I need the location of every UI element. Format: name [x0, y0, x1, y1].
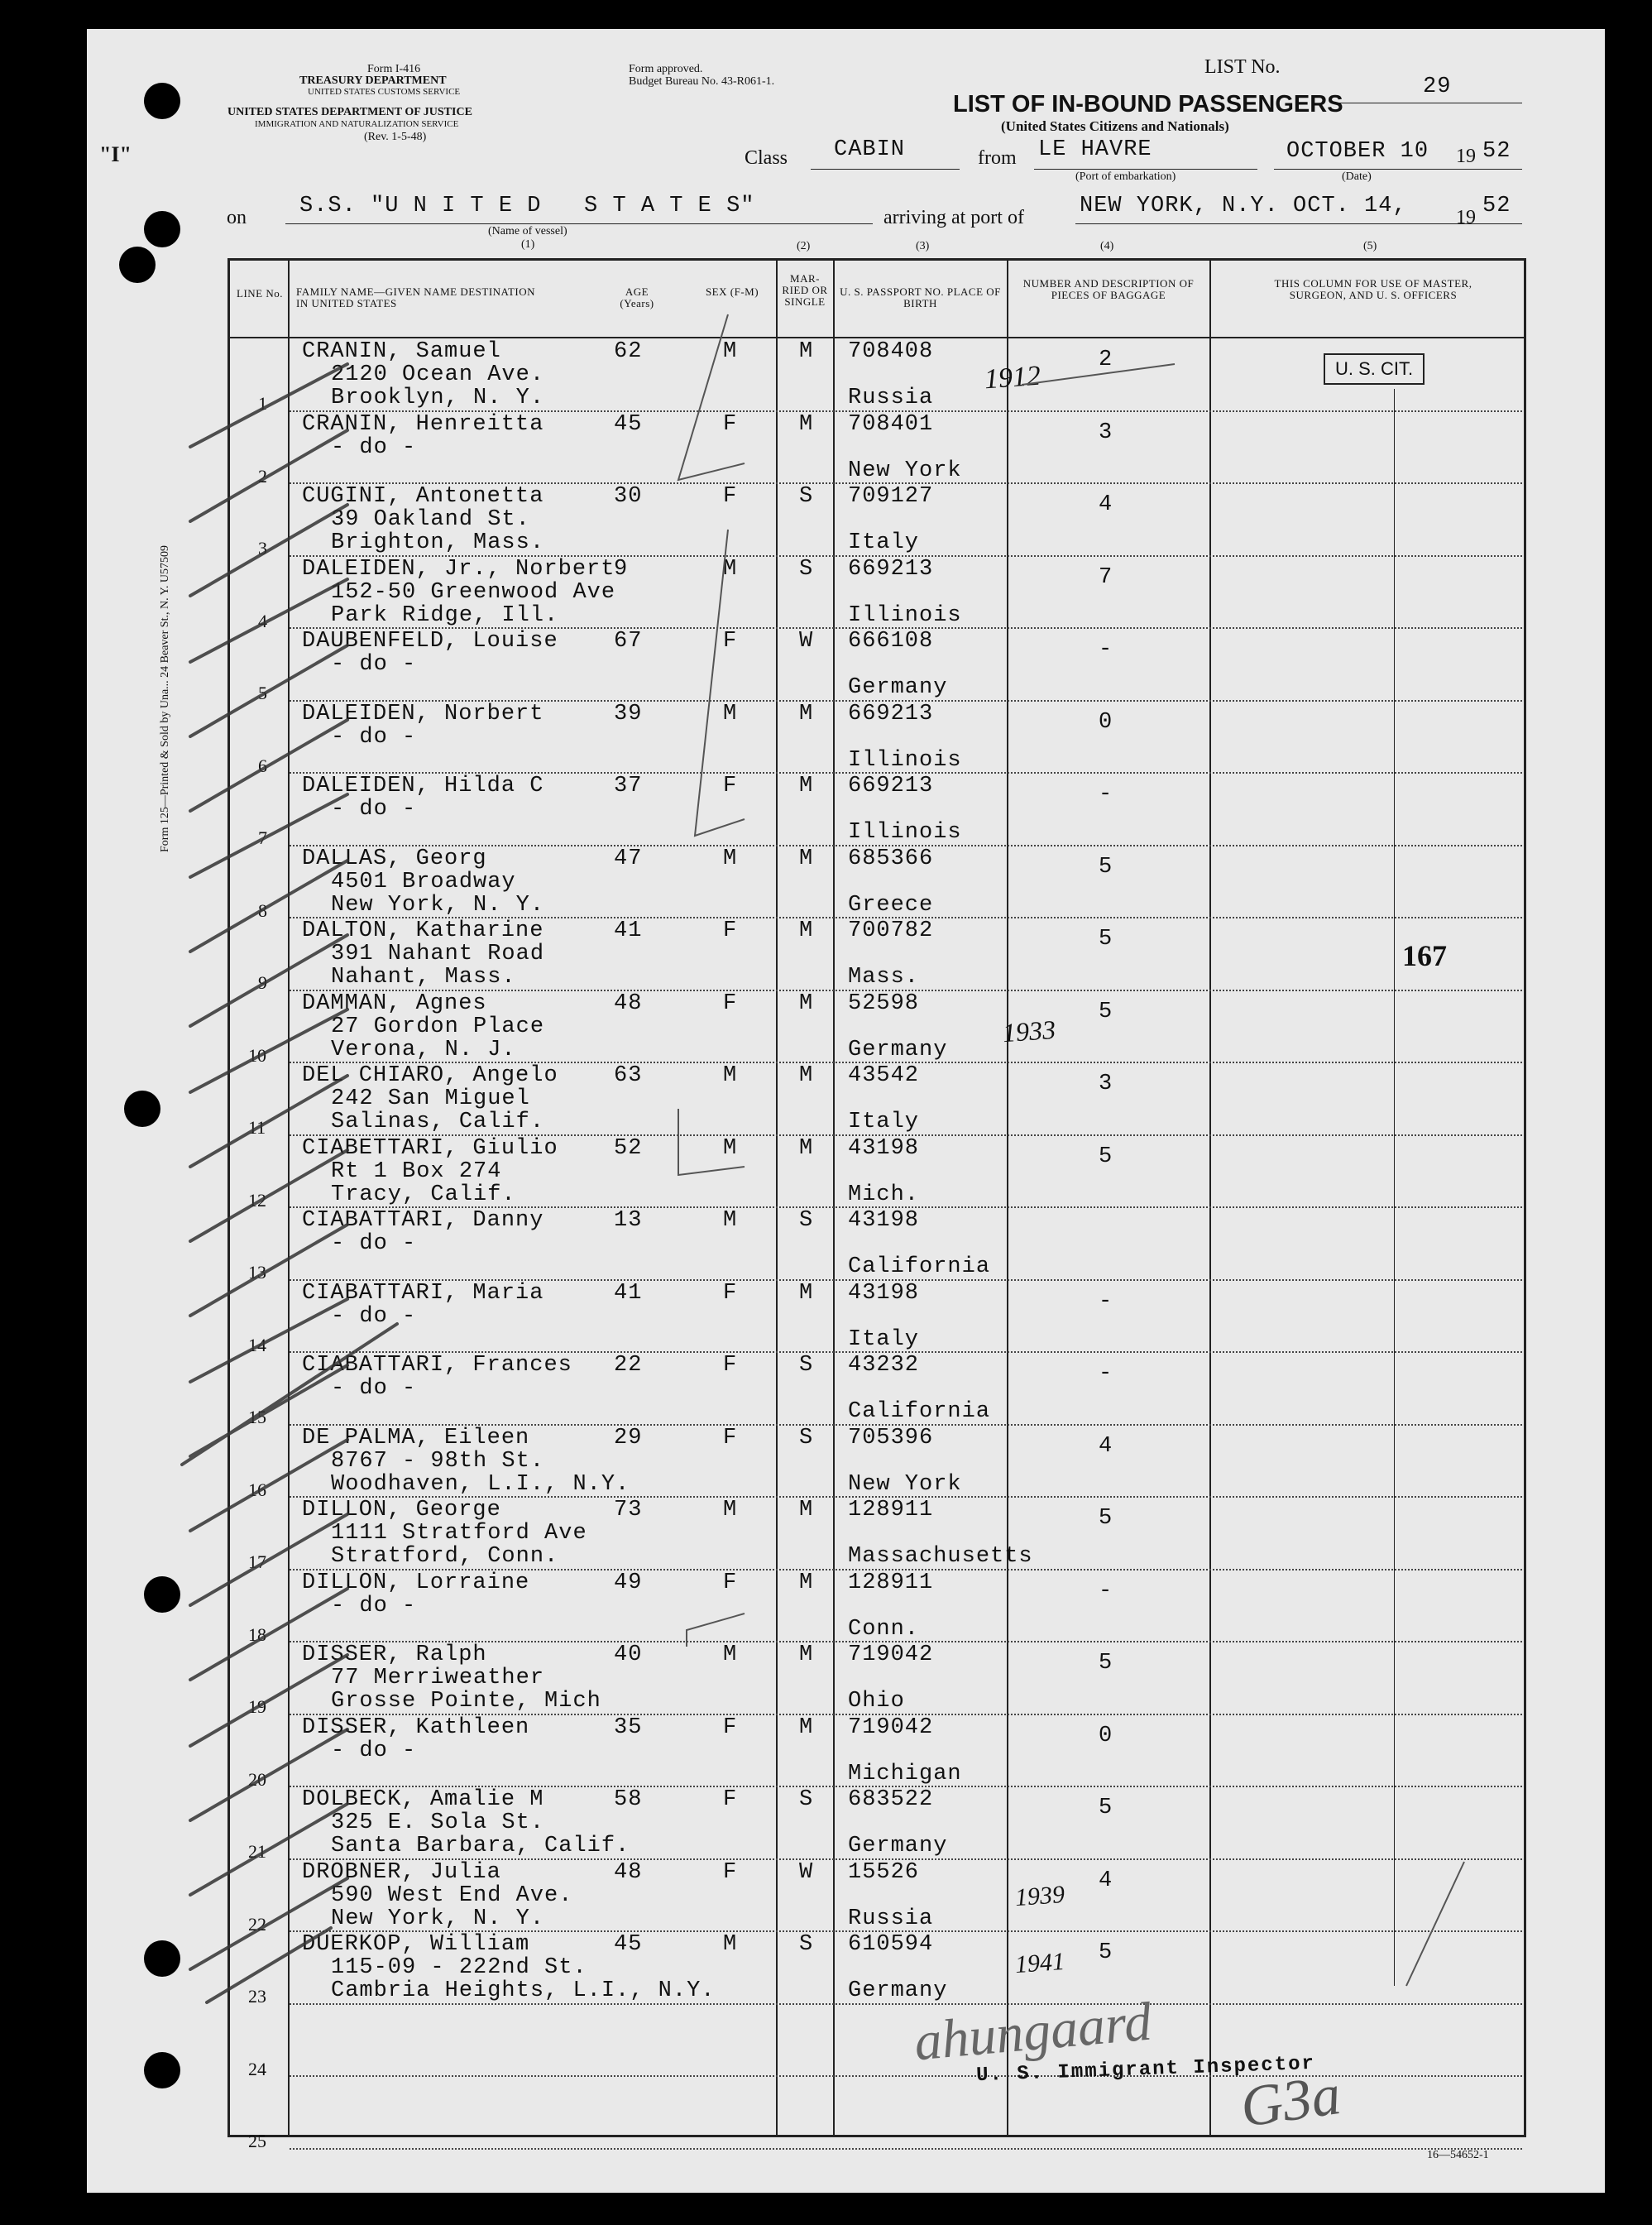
line-number: 6	[258, 755, 267, 776]
passenger-sex: F	[723, 918, 738, 943]
passenger-sex: F	[723, 1570, 738, 1595]
passenger-sex: M	[723, 1498, 738, 1522]
passenger-name: CIABATTARI, Danny	[302, 1208, 544, 1233]
dept-customs: UNITED STATES CUSTOMS SERVICE	[308, 87, 461, 97]
baggage-count: -	[1099, 1578, 1113, 1604]
baggage-count: -	[1099, 637, 1113, 662]
vessel-name: S.S. "U N I T E D S T A T E S"	[299, 194, 755, 218]
passenger-sex: F	[723, 1787, 738, 1812]
passenger-address-1: 39 Oakland St.	[331, 507, 530, 532]
passenger-sex: F	[723, 990, 738, 1016]
date-underline	[1274, 169, 1522, 170]
place-of-birth: Italy	[848, 1110, 920, 1134]
passenger-name: DISSER, Kathleen	[302, 1714, 530, 1740]
passenger-address-1: 391 Nahant Road	[331, 942, 545, 966]
line-number: 16	[248, 1479, 266, 1500]
baggage-count: -	[1099, 782, 1113, 807]
line-number: 8	[258, 899, 267, 921]
class-label: Class	[745, 147, 788, 169]
passport-number: 669213	[848, 556, 934, 582]
passport-number: 43198	[848, 1135, 920, 1161]
passenger-address-2: Cambria Heights, L.I., N.Y.	[331, 1978, 716, 2003]
place-of-birth: California	[848, 1254, 991, 1279]
baggage-count: -	[1099, 1361, 1113, 1386]
place-of-birth: New York	[848, 458, 962, 483]
port-caption: (Port of embarkation)	[1075, 170, 1176, 183]
line-number: 17	[248, 1551, 266, 1572]
line-number: 25	[248, 2131, 266, 2151]
passenger-name: DILLON, George	[302, 1498, 501, 1522]
passenger-address-1: 2120 Ocean Ave.	[331, 362, 545, 387]
line-number: 9	[258, 972, 267, 993]
passenger-sex: M	[723, 1642, 738, 1667]
budget-bureau: Budget Bureau No. 43-R061-1.	[629, 75, 775, 88]
col-header-passport: U. S. PASSPORT NO. PLACE OF BIRTH	[840, 285, 1001, 309]
baggage-count: -	[1099, 1288, 1113, 1314]
class-value: CABIN	[834, 137, 906, 162]
punch-hole	[144, 211, 180, 247]
punch-hole	[124, 1091, 160, 1127]
line-number: 5	[258, 683, 267, 703]
line-number: 18	[248, 1623, 266, 1645]
place-of-birth: Germany	[848, 1834, 948, 1858]
passenger-address-1: Rt 1 Box 274	[331, 1158, 502, 1184]
place-of-birth: Illinois	[848, 820, 962, 845]
passenger-age: 63	[614, 1063, 643, 1088]
passenger-name: DALEIDEN, Norbert	[302, 701, 544, 726]
passenger-name: DAMMAN, Agnes	[302, 990, 487, 1016]
passenger-address-2: Salinas, Calif.	[331, 1110, 545, 1134]
place-of-birth: California	[848, 1399, 991, 1424]
line-number: 14	[248, 1334, 266, 1355]
dept-ins: IMMIGRATION AND NATURALIZATION SERVICE	[255, 119, 459, 129]
passenger-marital: M	[799, 918, 814, 943]
place-of-birth: Mich.	[848, 1182, 920, 1207]
passenger-marital: W	[799, 1859, 814, 1885]
passport-number: 708401	[848, 411, 934, 437]
passport-number: 709127	[848, 484, 934, 509]
passenger-sex: F	[723, 629, 738, 654]
passenger-address-1: 152-50 Greenwood Ave	[331, 579, 616, 605]
punch-hole	[144, 2052, 180, 2088]
arrival-underline	[1075, 223, 1522, 224]
form-subtitle: (United States Citizens and Nationals)	[1001, 118, 1229, 134]
annotation-1912: 1912	[983, 360, 1042, 396]
passenger-sex: M	[723, 339, 738, 364]
passenger-address-1: - do -	[331, 797, 417, 822]
passenger-marital: M	[799, 1570, 814, 1595]
passenger-address-2: Nahant, Mass.	[331, 965, 516, 990]
passenger-sex: M	[723, 846, 738, 871]
passenger-address-2: New York, N. Y.	[331, 1906, 545, 1931]
date-value: OCTOBER 10	[1286, 139, 1429, 164]
table-top-border	[227, 258, 1526, 261]
col-header-married: MAR- RIED OR SINGLE	[782, 272, 828, 308]
passenger-address-2: Stratford, Conn.	[331, 1544, 559, 1569]
line-number: 11	[248, 1117, 266, 1138]
line-number: 21	[248, 1841, 266, 1862]
from-value: LE HAVRE	[1038, 137, 1152, 162]
place-of-birth: Italy	[848, 1326, 920, 1352]
baggage-count: 3	[1099, 420, 1113, 445]
passenger-address-1: - do -	[331, 434, 417, 460]
passenger-address-1: 242 San Miguel	[331, 1086, 530, 1111]
class-underline	[811, 169, 960, 170]
place-of-birth: Conn.	[848, 1616, 920, 1642]
table-right-border	[1524, 258, 1526, 2135]
form-number: Form I-416	[367, 63, 421, 75]
passenger-address-2: Verona, N. J.	[331, 1037, 516, 1062]
passenger-name: CRANIN, Samuel	[302, 339, 501, 364]
passenger-sex: F	[723, 1425, 738, 1451]
baggage-count: 4	[1099, 492, 1113, 517]
passenger-marital: S	[799, 1932, 814, 1957]
line-number: 12	[248, 1189, 266, 1211]
passenger-name: CUGINI, Antonetta	[302, 484, 544, 509]
date-year: 52	[1482, 139, 1511, 164]
passport-number: 43198	[848, 1208, 920, 1233]
baggage-count: 4	[1099, 1868, 1113, 1893]
line-number: 10	[248, 1044, 266, 1066]
passenger-age: 22	[614, 1353, 643, 1378]
line-number: 19	[248, 1696, 266, 1717]
place-of-birth: Greece	[848, 892, 934, 918]
col-divider-baggage	[1007, 258, 1008, 2135]
place-of-birth: Germany	[848, 1978, 948, 2003]
line-number: 24	[248, 2058, 266, 2079]
passenger-age: 41	[614, 918, 643, 943]
baggage-count: 0	[1099, 1723, 1113, 1748]
passport-number: 683522	[848, 1787, 934, 1812]
annotation-1933: 1933	[1001, 1014, 1057, 1048]
passenger-address-1: 1111 Stratford Ave	[331, 1521, 587, 1546]
place-of-birth: Russia	[848, 386, 934, 410]
line-number: 15	[248, 1407, 266, 1427]
passenger-address-2: Brooklyn, N. Y.	[331, 386, 545, 410]
passenger-name: CRANIN, Henreitta	[302, 411, 544, 437]
passenger-sex: F	[723, 1280, 738, 1306]
vessel-underline	[285, 223, 873, 224]
baggage-count: 5	[1099, 1940, 1113, 1965]
passenger-sex: M	[723, 1135, 738, 1161]
date-year-prefix: 19	[1456, 146, 1476, 167]
passport-number: 705396	[848, 1425, 934, 1451]
line-number: 4	[258, 610, 267, 631]
passenger-address-1: 27 Gordon Place	[331, 1014, 545, 1039]
baggage-count: 4	[1099, 1433, 1113, 1459]
baggage-count: 5	[1099, 1506, 1113, 1531]
passenger-sex: M	[723, 701, 738, 726]
place-of-birth: New York	[848, 1471, 962, 1497]
signature: ahungaard	[912, 1991, 1154, 2073]
passenger-age: 41	[614, 1280, 643, 1306]
col-divider-officers	[1209, 258, 1211, 2135]
passenger-address-1: 590 West End Ave.	[331, 1882, 573, 1908]
caption-2: (2)	[797, 240, 811, 252]
line-number: 23	[248, 1986, 266, 2007]
passenger-name: CIABATTARI, Maria	[302, 1280, 544, 1306]
place-of-birth: Michigan	[848, 1761, 962, 1786]
passenger-address-2: Woodhaven, L.I., N.Y.	[331, 1471, 630, 1497]
baggage-count: 5	[1099, 1796, 1113, 1820]
passenger-name: DAUBENFELD, Louise	[302, 629, 558, 654]
passenger-marital: S	[799, 1425, 814, 1451]
row-divider	[290, 2148, 1522, 2150]
passport-number: 128911	[848, 1498, 934, 1522]
passenger-marital: M	[799, 339, 814, 364]
passenger-address-1: - do -	[331, 652, 417, 677]
passenger-address-1: - do -	[331, 1303, 417, 1329]
caption-1: (1)	[521, 238, 535, 251]
passenger-age: 39	[614, 701, 643, 726]
passenger-age: 40	[614, 1642, 643, 1667]
passenger-name: CIABATTARI, Frances	[302, 1353, 572, 1378]
passenger-marital: S	[799, 1353, 814, 1378]
passenger-marital: W	[799, 629, 814, 654]
baggage-count: 0	[1099, 709, 1113, 735]
passenger-address-2: New York, N. Y.	[331, 892, 545, 918]
passenger-sex: F	[723, 1859, 738, 1885]
table-left-border	[227, 258, 230, 2135]
col-divider-married	[776, 258, 778, 2135]
list-no-label: LIST No.	[1204, 56, 1281, 78]
passenger-marital: S	[799, 1208, 814, 1233]
passenger-name: DALEIDEN, Jr., Norbert	[302, 556, 615, 582]
passenger-age: 37	[614, 774, 643, 798]
officer-column-mark	[1394, 389, 1395, 1986]
officer-initials: G3a	[1237, 2062, 1345, 2141]
passenger-age: 49	[614, 1570, 643, 1595]
arrival-port: NEW YORK, N.Y. OCT. 14,	[1080, 194, 1407, 218]
page-number-stamp: 167	[1402, 939, 1447, 972]
punch-hole	[144, 1576, 180, 1613]
inspector-line: U. S. Immigrant Inspector	[975, 2052, 1316, 2088]
passenger-sex: M	[723, 1208, 738, 1233]
passenger-age: 73	[614, 1498, 643, 1522]
place-of-birth: Germany	[848, 675, 948, 700]
passenger-address-1: 77 Merriweather	[331, 1666, 545, 1690]
passenger-address-2: Tracy, Calif.	[331, 1182, 516, 1207]
passport-number: 685366	[848, 846, 934, 871]
footer-code: 16—54652-1	[1427, 2149, 1489, 2161]
arriving-label: arriving at port of	[883, 207, 1024, 228]
line-number: 1	[258, 393, 267, 414]
passenger-marital: M	[799, 1498, 814, 1522]
line-number: 2	[258, 465, 267, 487]
passenger-marital: M	[799, 411, 814, 437]
passenger-sex: F	[723, 774, 738, 798]
place-of-birth: Mass.	[848, 965, 920, 990]
passenger-age: 45	[614, 411, 643, 437]
passenger-age: 67	[614, 629, 643, 654]
passenger-marital: M	[799, 774, 814, 798]
col-header-sex: SEX (F-M)	[705, 285, 759, 298]
dept-justice: UNITED STATES DEPARTMENT OF JUSTICE	[227, 106, 472, 118]
vessel-caption: (Name of vessel)	[488, 225, 567, 237]
passport-number: 666108	[848, 629, 934, 654]
passenger-marital: M	[799, 846, 814, 871]
passenger-name: DUERKOP, William	[302, 1932, 530, 1957]
passenger-age: 62	[614, 339, 643, 364]
passenger-age: 52	[614, 1135, 643, 1161]
passport-number: 610594	[848, 1932, 934, 1957]
quote-i-mark: "I"	[99, 142, 132, 166]
passenger-address-2: Park Ridge, Ill.	[331, 602, 559, 628]
passenger-name: DOLBECK, Amalie M	[302, 1787, 544, 1812]
passport-number: 700782	[848, 918, 934, 943]
passenger-address-1: - do -	[331, 1738, 417, 1763]
baggage-count: 5	[1099, 927, 1113, 952]
passenger-marital: M	[799, 701, 814, 726]
punch-hole	[119, 247, 156, 283]
form-title: LIST OF IN-BOUND PASSENGERS	[953, 91, 1343, 117]
passenger-sex: F	[723, 484, 738, 509]
passenger-name: DROBNER, Julia	[302, 1859, 501, 1885]
passenger-marital: M	[799, 1063, 814, 1088]
table-bottom-border	[227, 2135, 1526, 2137]
passenger-sex: M	[723, 1932, 738, 1957]
arrival-year-prefix: 19	[1456, 207, 1476, 228]
passenger-name: DALTON, Katharine	[302, 918, 544, 943]
header-bottom-border	[227, 337, 1526, 338]
passenger-sex: M	[723, 1063, 738, 1088]
passenger-address-1: 4501 Broadway	[331, 869, 516, 894]
place-of-birth: Ohio	[848, 1689, 905, 1714]
annotation-1939: 1939	[1013, 1880, 1066, 1912]
passenger-name: DE PALMA, Eileen	[302, 1425, 530, 1451]
passenger-age: 48	[614, 1859, 643, 1885]
punch-hole	[144, 1940, 180, 1977]
passport-number: 708408	[848, 339, 934, 364]
form-approved: Form approved.	[629, 63, 703, 75]
passport-number: 669213	[848, 774, 934, 798]
on-label: on	[227, 207, 247, 228]
passenger-name: DALLAS, Georg	[302, 846, 487, 871]
baggage-count: 5	[1099, 1144, 1113, 1169]
passport-number: 43542	[848, 1063, 920, 1088]
col-header-name: FAMILY NAME—GIVEN NAME DESTINATION IN UNITED STATES	[296, 285, 536, 309]
passport-number: 128911	[848, 1570, 934, 1595]
line-number: 13	[248, 1262, 266, 1283]
dept-treasury: TREASURY DEPARTMENT	[299, 74, 447, 87]
arrival-year: 52	[1482, 194, 1511, 218]
place-of-birth: Illinois	[848, 747, 962, 773]
passenger-age: 29	[614, 1425, 643, 1451]
passenger-age: 30	[614, 484, 643, 509]
passenger-age: 45	[614, 1932, 643, 1957]
passenger-address-1: 115-09 - 222nd St.	[331, 1955, 587, 1980]
passenger-name: DEL CHIARO, Angelo	[302, 1063, 558, 1088]
line-number: 20	[248, 1768, 266, 1790]
passenger-address-1: - do -	[331, 1593, 417, 1618]
caption-3: (3)	[916, 240, 930, 252]
passenger-name: DALEIDEN, Hilda C	[302, 774, 544, 798]
passenger-address-1: 325 E. Sola St.	[331, 1810, 545, 1835]
col-divider-passport	[833, 258, 835, 2135]
punch-hole	[144, 83, 180, 119]
line-number: 22	[248, 1913, 266, 1935]
col-header-baggage: NUMBER AND DESCRIPTION OF PIECES OF BAGGAGE	[1022, 277, 1195, 301]
passenger-sex: M	[723, 556, 738, 582]
passenger-name: DILLON, Lorraine	[302, 1570, 530, 1595]
passenger-sex: F	[723, 411, 738, 437]
place-of-birth: Massachusetts	[848, 1544, 1033, 1569]
col-header-line: LINE No.	[237, 287, 283, 300]
from-underline	[1034, 169, 1257, 170]
side-print: Form 125—Printed & Sold by Una... 24 Beaver St., N. Y. U57509	[159, 545, 171, 852]
passenger-age: 35	[614, 1714, 643, 1740]
passenger-marital: S	[799, 484, 814, 509]
place-of-birth: Russia	[848, 1906, 934, 1931]
list-no-value: 29	[1423, 74, 1452, 99]
caption-4: (4)	[1100, 240, 1114, 252]
passenger-marital: M	[799, 990, 814, 1016]
passenger-age: 9	[614, 556, 629, 582]
passenger-age: 48	[614, 990, 643, 1016]
passenger-marital: M	[799, 1714, 814, 1740]
passport-number: 52598	[848, 990, 920, 1016]
passport-number: 43232	[848, 1353, 920, 1378]
passenger-name: CIABETTARI, Giulio	[302, 1135, 558, 1161]
passenger-address-2: Brighton, Mass.	[331, 530, 545, 555]
passenger-age: 58	[614, 1787, 643, 1812]
passport-number: 719042	[848, 1714, 934, 1740]
passport-number: 719042	[848, 1642, 934, 1667]
passenger-sex: F	[723, 1353, 738, 1378]
passenger-marital: S	[799, 556, 814, 582]
passenger-address-1: - do -	[331, 724, 417, 750]
caption-5: (5)	[1363, 240, 1377, 252]
passenger-name: DISSER, Ralph	[302, 1642, 487, 1667]
passenger-address-2: Grosse Pointe, Mich	[331, 1689, 601, 1714]
passenger-marital: M	[799, 1280, 814, 1306]
passenger-marital: M	[799, 1642, 814, 1667]
passenger-age: 13	[614, 1208, 643, 1233]
passenger-marital: M	[799, 1135, 814, 1161]
annotation-1941: 1941	[1013, 1947, 1066, 1979]
from-label: from	[978, 147, 1017, 169]
passenger-address-1: 8767 - 98th St.	[331, 1448, 545, 1474]
col-header-officers: THIS COLUMN FOR USE OF MASTER, SURGEON, AND U. S. OFFICERS	[1274, 277, 1472, 301]
passenger-age: 47	[614, 846, 643, 871]
date-caption: (Date)	[1342, 170, 1372, 183]
line-number: 3	[258, 538, 267, 559]
baggage-count: 5	[1099, 1651, 1113, 1676]
passenger-address-1: - do -	[331, 1376, 417, 1401]
place-of-birth: Germany	[848, 1037, 948, 1062]
passenger-address-1: - do -	[331, 1231, 417, 1256]
col-header-age: AGE (Years)	[620, 285, 654, 309]
line-number: 7	[258, 827, 267, 848]
baggage-count: 2	[1099, 348, 1113, 372]
form-rev: (Rev. 1-5-48)	[364, 131, 427, 143]
passport-number: 15526	[848, 1859, 920, 1885]
place-of-birth: Italy	[848, 530, 920, 555]
passenger-address-2: Santa Barbara, Calif.	[331, 1834, 630, 1858]
passenger-sex: F	[723, 1714, 738, 1740]
passenger-marital: S	[799, 1787, 814, 1812]
passport-number: 43198	[848, 1280, 920, 1306]
place-of-birth: Illinois	[848, 602, 962, 628]
us-citizen-stamp: U. S. CIT.	[1324, 353, 1425, 385]
baggage-count: 5	[1099, 999, 1113, 1024]
baggage-count: 5	[1099, 854, 1113, 880]
passport-number: 669213	[848, 701, 934, 726]
baggage-count: 3	[1099, 1072, 1113, 1096]
baggage-count: 7	[1099, 564, 1113, 590]
col-divider-line	[288, 258, 290, 2135]
